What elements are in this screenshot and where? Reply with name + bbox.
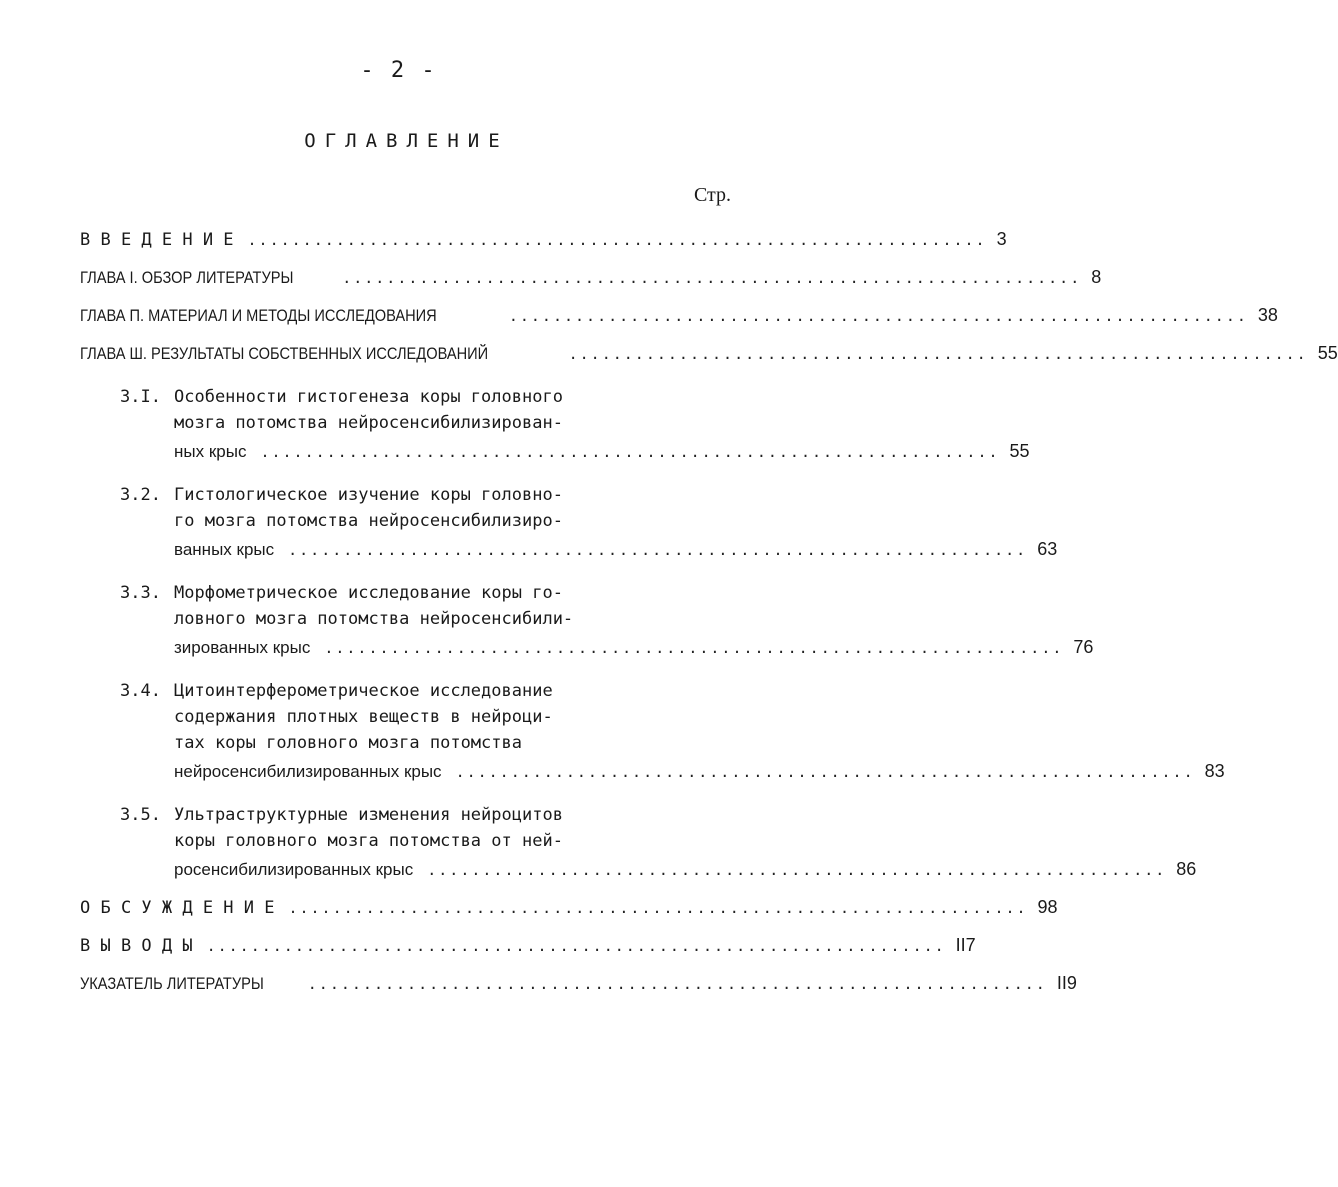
subsection-line: Особенности гистогенеза коры головного xyxy=(174,387,563,407)
table-of-contents xyxy=(80,224,1338,998)
subsection-line: Ультраструктурные изменения нейроцитов xyxy=(174,805,563,825)
toc-entry-page: 55 xyxy=(1009,441,1030,461)
toc-entry-page: 98 xyxy=(1037,897,1058,917)
dot-leader: ................................................................... xyxy=(247,231,987,249)
toc-entry-conclusions xyxy=(80,930,976,960)
subsection-last-line: зированных крыс xyxy=(174,638,311,657)
subsection-number: 3.5. xyxy=(120,805,161,825)
subsection-line: Цитоинтерферометрическое исследование xyxy=(174,681,553,701)
toc-entry-page: 55 xyxy=(1317,343,1338,363)
subsection-line: го мозга потомства нейросенсибилизиро- xyxy=(174,511,563,531)
toc-entry-label: В Ы В О Д Ы xyxy=(80,936,193,956)
subsection-line: тах коры головного мозга потомства xyxy=(174,733,522,753)
toc-subsection-3-1 xyxy=(120,384,1030,466)
subsection-number: 3.2. xyxy=(120,485,161,505)
toc-entry-page: 8 xyxy=(1091,267,1102,287)
dot-leader: ................................................................... xyxy=(206,937,946,955)
dot-leader: ................................................................... xyxy=(288,541,1028,559)
dot-leader: ................................................................... xyxy=(427,861,1167,879)
toc-subsection-3-3 xyxy=(120,580,1094,662)
toc-entry-label: ГЛАВА П. МАТЕРИАЛ И МЕТОДЫ ИССЛЕДОВАНИЯ xyxy=(80,306,437,325)
toc-entry-page: 38 xyxy=(1257,305,1278,325)
toc-entry-chapter-2 xyxy=(80,300,1278,330)
toc-entry-page: II9 xyxy=(1056,973,1077,993)
toc-entry-label: В В Е Д Е Н И Е xyxy=(80,230,234,250)
subsection-line: коры головного мозга потомства от ней- xyxy=(174,831,563,851)
toc-entry-label: О Б С У Ж Д Е Н И Е xyxy=(80,898,275,918)
subsection-number: 3.4. xyxy=(120,681,161,701)
toc-entry-discussion xyxy=(80,892,1058,922)
page-number: - 2 - xyxy=(360,58,437,83)
subsection-last-line: ных крыс xyxy=(174,442,247,461)
dot-leader: ................................................................... xyxy=(307,975,1047,993)
subsection-last-line: росенсибилизированных крыс xyxy=(174,860,414,879)
toc-entry-page: 83 xyxy=(1204,761,1225,781)
toc-entry-chapter-3 xyxy=(80,338,1338,368)
toc-subsection-3-5 xyxy=(120,802,1197,884)
toc-entry-chapter-1 xyxy=(80,262,1102,292)
subsection-line: ловного мозга потомства нейросенсибили- xyxy=(174,609,574,629)
dot-leader: ................................................................... xyxy=(288,899,1028,917)
toc-entry-label: ГЛАВА Ш. РЕЗУЛЬТАТЫ СОБСТВЕННЫХ ИССЛЕДОВАНИЙ xyxy=(80,344,489,363)
toc-subsection-3-4 xyxy=(120,678,1225,786)
subsection-number: 3.I. xyxy=(120,387,161,407)
subsection-last-line: ванных крыс xyxy=(174,540,275,559)
toc-entry-introduction xyxy=(80,224,1007,254)
subsection-line: Морфометрическое исследование коры го- xyxy=(174,583,563,603)
dot-leader: ................................................................... xyxy=(508,307,1248,325)
subsection-number: 3.3. xyxy=(120,583,161,603)
toc-subsection-3-2 xyxy=(120,482,1058,564)
page-column-header: Стр. xyxy=(693,184,731,206)
toc-entry-page: 86 xyxy=(1176,859,1197,879)
toc-entry-label: УКАЗАТЕЛЬ ЛИТЕРАТУРЫ xyxy=(80,974,264,993)
subsection-line: мозга потомства нейросенсибилизирован- xyxy=(174,413,563,433)
dot-leader: ................................................................... xyxy=(342,269,1082,287)
toc-entry-page: 63 xyxy=(1037,539,1058,559)
dot-leader: ................................................................... xyxy=(455,763,1195,781)
toc-title: ОГЛАВЛЕНИЕ xyxy=(304,130,509,152)
toc-entry-bibliography xyxy=(80,968,1077,998)
subsection-line: содержания плотных веществ в нейроци- xyxy=(174,707,553,727)
toc-entry-page: 3 xyxy=(996,229,1007,249)
dot-leader: ................................................................... xyxy=(324,639,1064,657)
subsection-line: Гистологическое изучение коры головно- xyxy=(174,485,563,505)
toc-entry-page: II7 xyxy=(955,935,976,955)
subsection-last-line: нейросенсибилизированных крыс xyxy=(174,762,442,781)
dot-leader: ................................................................... xyxy=(260,443,1000,461)
toc-entry-page: 76 xyxy=(1073,637,1094,657)
toc-entry-label: ГЛАВА I. ОБЗОР ЛИТЕРАТУРЫ xyxy=(80,268,294,287)
dot-leader: ................................................................... xyxy=(568,345,1308,363)
